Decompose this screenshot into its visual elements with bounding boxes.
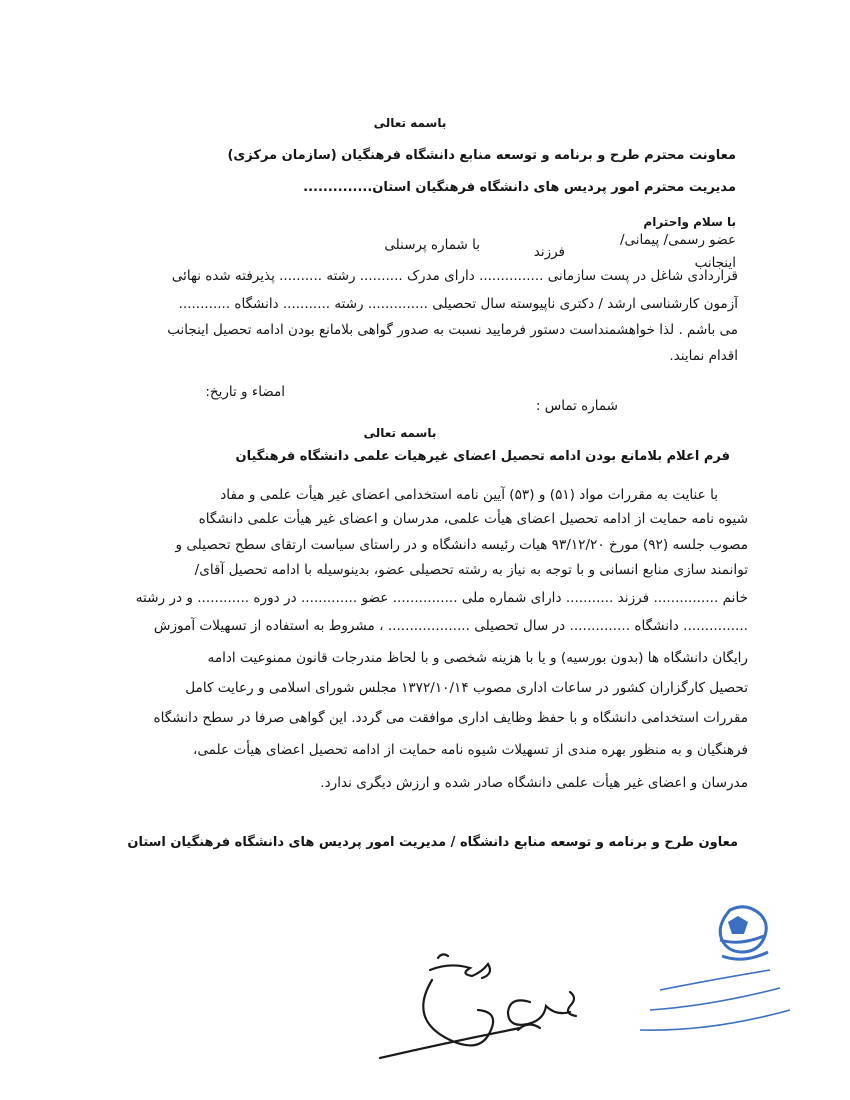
handwritten-signature: [370, 940, 630, 1070]
request-line-4: می باشم . لذا خواهشمنداست دستور فرمایید نسبت به صدور گواهی بلامانع بودن ادامه تحصیل اینجانب: [167, 322, 738, 338]
header-invocation: باسمه تعالی: [373, 116, 447, 130]
form-line-5: خانم ............... فرزند ........... دارای شماره ملی ............... عضو ............. در دوره ............ و در رشته: [135, 590, 748, 606]
addressee-line-2: مدیریت محترم امور پردیس های دانشگاه فرهنگیان استان..............: [303, 180, 736, 195]
form-line-2: شیوه نامه حمایت از ادامه تحصیل اعضای هیأت علمی، مدرسان و اعضای غیر هیأت علمی دانشگاه: [198, 511, 748, 527]
signature-icon: [370, 940, 630, 1070]
form-title: فرم اعلام بلامانع بودن ادامه تحصیل اعضای غیرهیات علمی دانشگاه فرهنگیان: [235, 449, 730, 464]
form-line-9: مقررات استخدامی دانشگاه و با حفظ وظایف اداری موافقت می گردد. این گواهی صرفا در سطح دانشگاه: [153, 710, 748, 726]
request-field-personnel-number: با شماره پرسنلی: [384, 237, 480, 253]
form-line-3: مصوب جلسه (۹۲) مورخ ۹۳/۱۲/۲۰ هیات رئیسه دانشگاه و در راستای سیاست ارتقای سطح تحصیلی و: [175, 537, 748, 553]
footer-signatory: معاون طرح و برنامه و توسعه منابع دانشگاه / مدیریت امور پردیس های دانشگاه فرهنگیان استان: [127, 835, 738, 850]
request-line-3: آزمون کارشناسی ارشد / دکتری ناپیوسته سال تحصیلی .............. رشته ........... دانشگاه ............: [178, 296, 738, 312]
greeting: با سلام واحترام: [643, 215, 736, 229]
form-line-11: مدرسان و اعضای غیر هیأت علمی دانشگاه صادر شده و ارزش دیگری ندارد.: [320, 775, 748, 791]
request-field-injaneb: اینجانب: [694, 255, 736, 271]
form-line-6: ............... دانشگاه .............. در سال تحصیلی ................... ، مشروط به استفاده از تسهیلات آموزش: [153, 618, 748, 634]
form-line-1: با عنایت به مقررات مواد (۵۱) و (۵۳) آیین نامه استخدامی اعضای غیر هیأت علمی و مفاد: [220, 487, 718, 503]
form-line-4: توانمند سازی منابع انسانی و با توجه به نیاز به رشته تحصیلی عضو، بدینوسیله با ادامه تحصیل آقای/: [194, 562, 748, 578]
addressee-line-1: معاونت محترم طرح و برنامه و توسعه منابع دانشگاه فرهنگیان (سازمان مرکزی): [227, 148, 736, 163]
contact-number-label: شماره تماس :: [535, 398, 618, 414]
form-line-10: فرهنگیان و به منظور بهره مندی از تسهیلات شیوه نامه حمایت از ادامه تحصیل اعضای هیأت علمی،: [192, 742, 748, 758]
form-line-7: رایگان دانشگاه ها (بدون بورسیه) و یا با هزینه شخصی و با لحاظ مندرجات قانون ممنوعیت ادامه: [207, 650, 748, 666]
form-line-8: تحصیل کارگزاران کشور در ساعات اداری مصوب ۱۳۷۲/۱۰/۱۴ مجلس شورای اسلامی و رعایت کامل: [185, 680, 748, 696]
request-line-5: اقدام نمایند.: [669, 348, 738, 364]
request-field-employment: عضو رسمی/ پیمانی/: [619, 232, 736, 248]
request-field-farzand: فرزند: [533, 244, 565, 260]
signature-date-label: امضاء و تاریخ:: [205, 384, 285, 400]
form-invocation: باسمه تعالی: [363, 426, 437, 440]
request-line-2: قراردادی شاغل در پست سازمانی ............... دارای مدرک .......... رشته .......... پذیرفته شده نهائی: [171, 268, 738, 284]
